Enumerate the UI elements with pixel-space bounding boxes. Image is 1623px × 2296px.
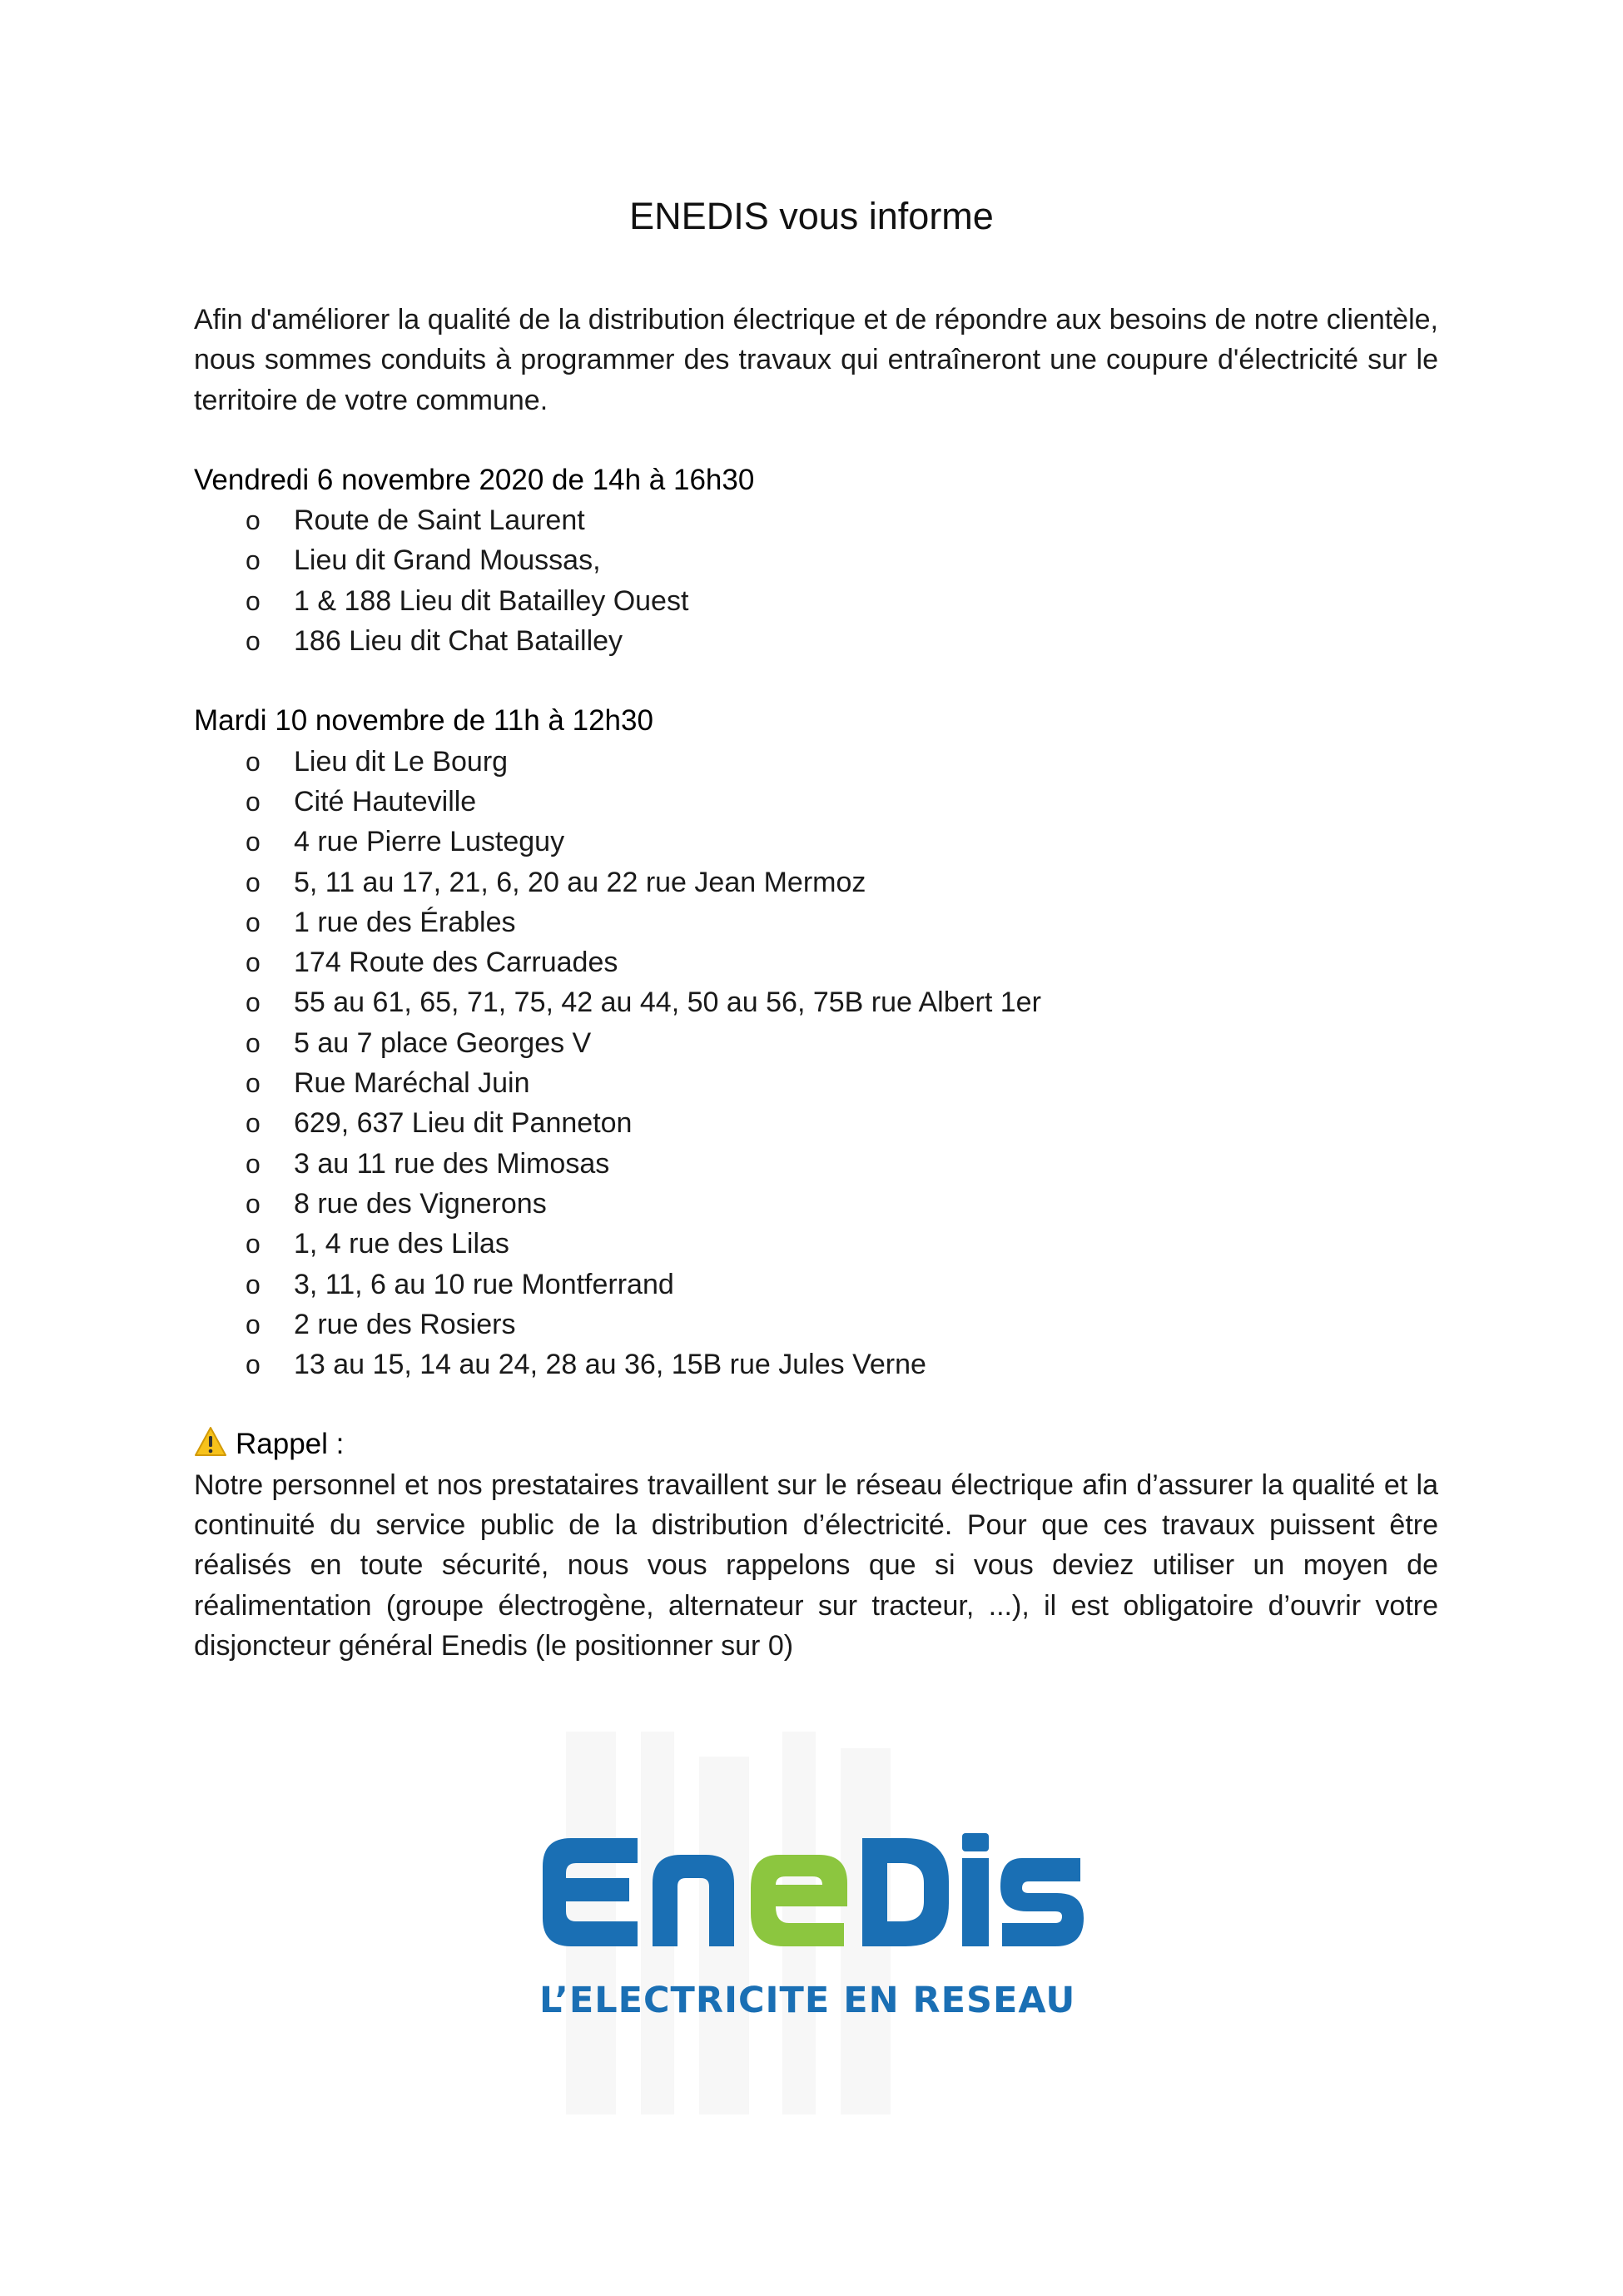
- document-body: [194, 300, 1438, 1666]
- bullet-marker: o: [246, 907, 261, 937]
- address-text: Route de Saint Laurent: [294, 504, 585, 537]
- bullet-marker: o: [246, 746, 261, 777]
- address-text: Cité Hauteville: [294, 785, 477, 818]
- bullet-marker: o: [246, 827, 261, 857]
- address-item: [194, 621, 1438, 661]
- address-item: [194, 942, 1438, 982]
- address-text: Lieu dit Grand Moussas,: [294, 544, 601, 577]
- bullet-marker: o: [246, 1229, 261, 1260]
- reminder-label: Rappel :: [236, 1428, 345, 1461]
- bullet-marker: o: [246, 1349, 261, 1380]
- section-heading: Mardi 10 novembre de 11h à 12h30: [194, 704, 653, 738]
- address-item: [194, 822, 1438, 862]
- address-text: 3, 11, 6 au 10 rue Montferrand: [294, 1268, 674, 1300]
- bullet-marker: o: [246, 1027, 261, 1058]
- bullet-marker: o: [246, 1188, 261, 1219]
- address-text: 174 Route des Carruades: [294, 947, 618, 979]
- address-text: 13 au 15, 14 au 24, 28 au 36, 15B rue Jules Verne: [294, 1349, 926, 1381]
- address-item: [194, 1224, 1438, 1264]
- reminder-paragraph: Notre personnel et nos prestataires travaillent sur le réseau électrique afin d’assurer la qualité et la continuité du service public de la distribution d’électricité. Pour que ces travaux puissent être réalisés en toute sécurité, nous vous rappelons que si vous deviez utiliser un moyen de réalimentation (groupe électrogène, alternateur sur tracteur, ...), il est obligatoire d’ouvrir votre disjoncteur général Enedis (le positionner sur 0): [194, 1469, 1438, 1662]
- address-item: [194, 1144, 1438, 1184]
- schedule-section-2: [194, 701, 1438, 1384]
- address-item: [194, 1184, 1438, 1224]
- address-text: 1, 4 rue des Lilas: [294, 1228, 509, 1260]
- schedule-section-1: [194, 460, 1438, 661]
- address-text: 1 & 188 Lieu dit Batailley Ouest: [294, 584, 689, 617]
- bullet-marker: o: [246, 867, 261, 897]
- bullet-marker: o: [246, 1108, 261, 1139]
- address-item: [194, 1265, 1438, 1305]
- bullet-marker: o: [246, 626, 261, 657]
- bullet-marker: o: [246, 505, 261, 536]
- address-text: 5, 11 au 17, 21, 6, 20 au 22 rue Jean Mermoz: [294, 866, 866, 898]
- address-item: [194, 862, 1438, 902]
- address-item: [194, 742, 1438, 782]
- bullet-marker: o: [246, 1269, 261, 1300]
- bullet-marker: o: [246, 947, 261, 978]
- bullet-marker: o: [246, 1068, 261, 1099]
- intro-paragraph: Afin d'améliorer la qualité de la distribution électrique et de répondre aux besoins de notre clientèle, nous sommes conduits à programmer des travaux qui entraîneront une coupure d'électricité sur le territoire de votre commune.: [194, 304, 1438, 416]
- bullet-marker: o: [246, 786, 261, 817]
- reminder-heading: [194, 1424, 1438, 1464]
- address-item: [194, 982, 1438, 1022]
- address-list: [194, 742, 1438, 1385]
- bullet-marker: o: [246, 545, 261, 576]
- address-item: [194, 500, 1438, 540]
- address-text: 4 rue Pierre Lusteguy: [294, 826, 565, 858]
- bullet-marker: o: [246, 1309, 261, 1339]
- bullet-marker: o: [246, 585, 261, 616]
- address-item: [194, 1344, 1438, 1384]
- bullet-marker: o: [246, 1148, 261, 1179]
- address-text: 2 rue des Rosiers: [294, 1308, 516, 1340]
- warning-icon: [194, 1425, 227, 1459]
- address-list: [194, 500, 1438, 661]
- address-text: 5 au 7 place Georges V: [294, 1026, 592, 1059]
- enedis-logo: [533, 1715, 1099, 2115]
- address-item: [194, 1023, 1438, 1063]
- address-item: [194, 540, 1438, 580]
- address-text: 629, 637 Lieu dit Panneton: [294, 1107, 633, 1140]
- address-item: [194, 1305, 1438, 1344]
- address-text: 8 rue des Vignerons: [294, 1187, 547, 1220]
- address-item: [194, 1103, 1438, 1143]
- address-text: 3 au 11 rue des Mimosas: [294, 1147, 610, 1180]
- logo-tagline: L’ELECTRICITE EN RESEAU: [539, 1980, 1076, 2021]
- address-text: 1 rue des Érables: [294, 906, 516, 938]
- address-item: [194, 902, 1438, 942]
- page-title: ENEDIS vous informe: [629, 195, 994, 237]
- address-text: Rue Maréchal Juin: [294, 1067, 530, 1100]
- address-item: [194, 1063, 1438, 1103]
- address-text: 186 Lieu dit Chat Batailley: [294, 625, 623, 658]
- enedis-wordmark: [538, 1821, 1087, 1963]
- address-text: Lieu dit Le Bourg: [294, 745, 509, 778]
- section-heading: Vendredi 6 novembre 2020 de 14h à 16h30: [194, 463, 755, 496]
- bullet-marker: o: [246, 987, 261, 1018]
- address-text: 55 au 61, 65, 71, 75, 42 au 44, 50 au 56, 75B rue Albert 1er: [294, 986, 1041, 1019]
- address-item: [194, 581, 1438, 621]
- address-item: [194, 782, 1438, 822]
